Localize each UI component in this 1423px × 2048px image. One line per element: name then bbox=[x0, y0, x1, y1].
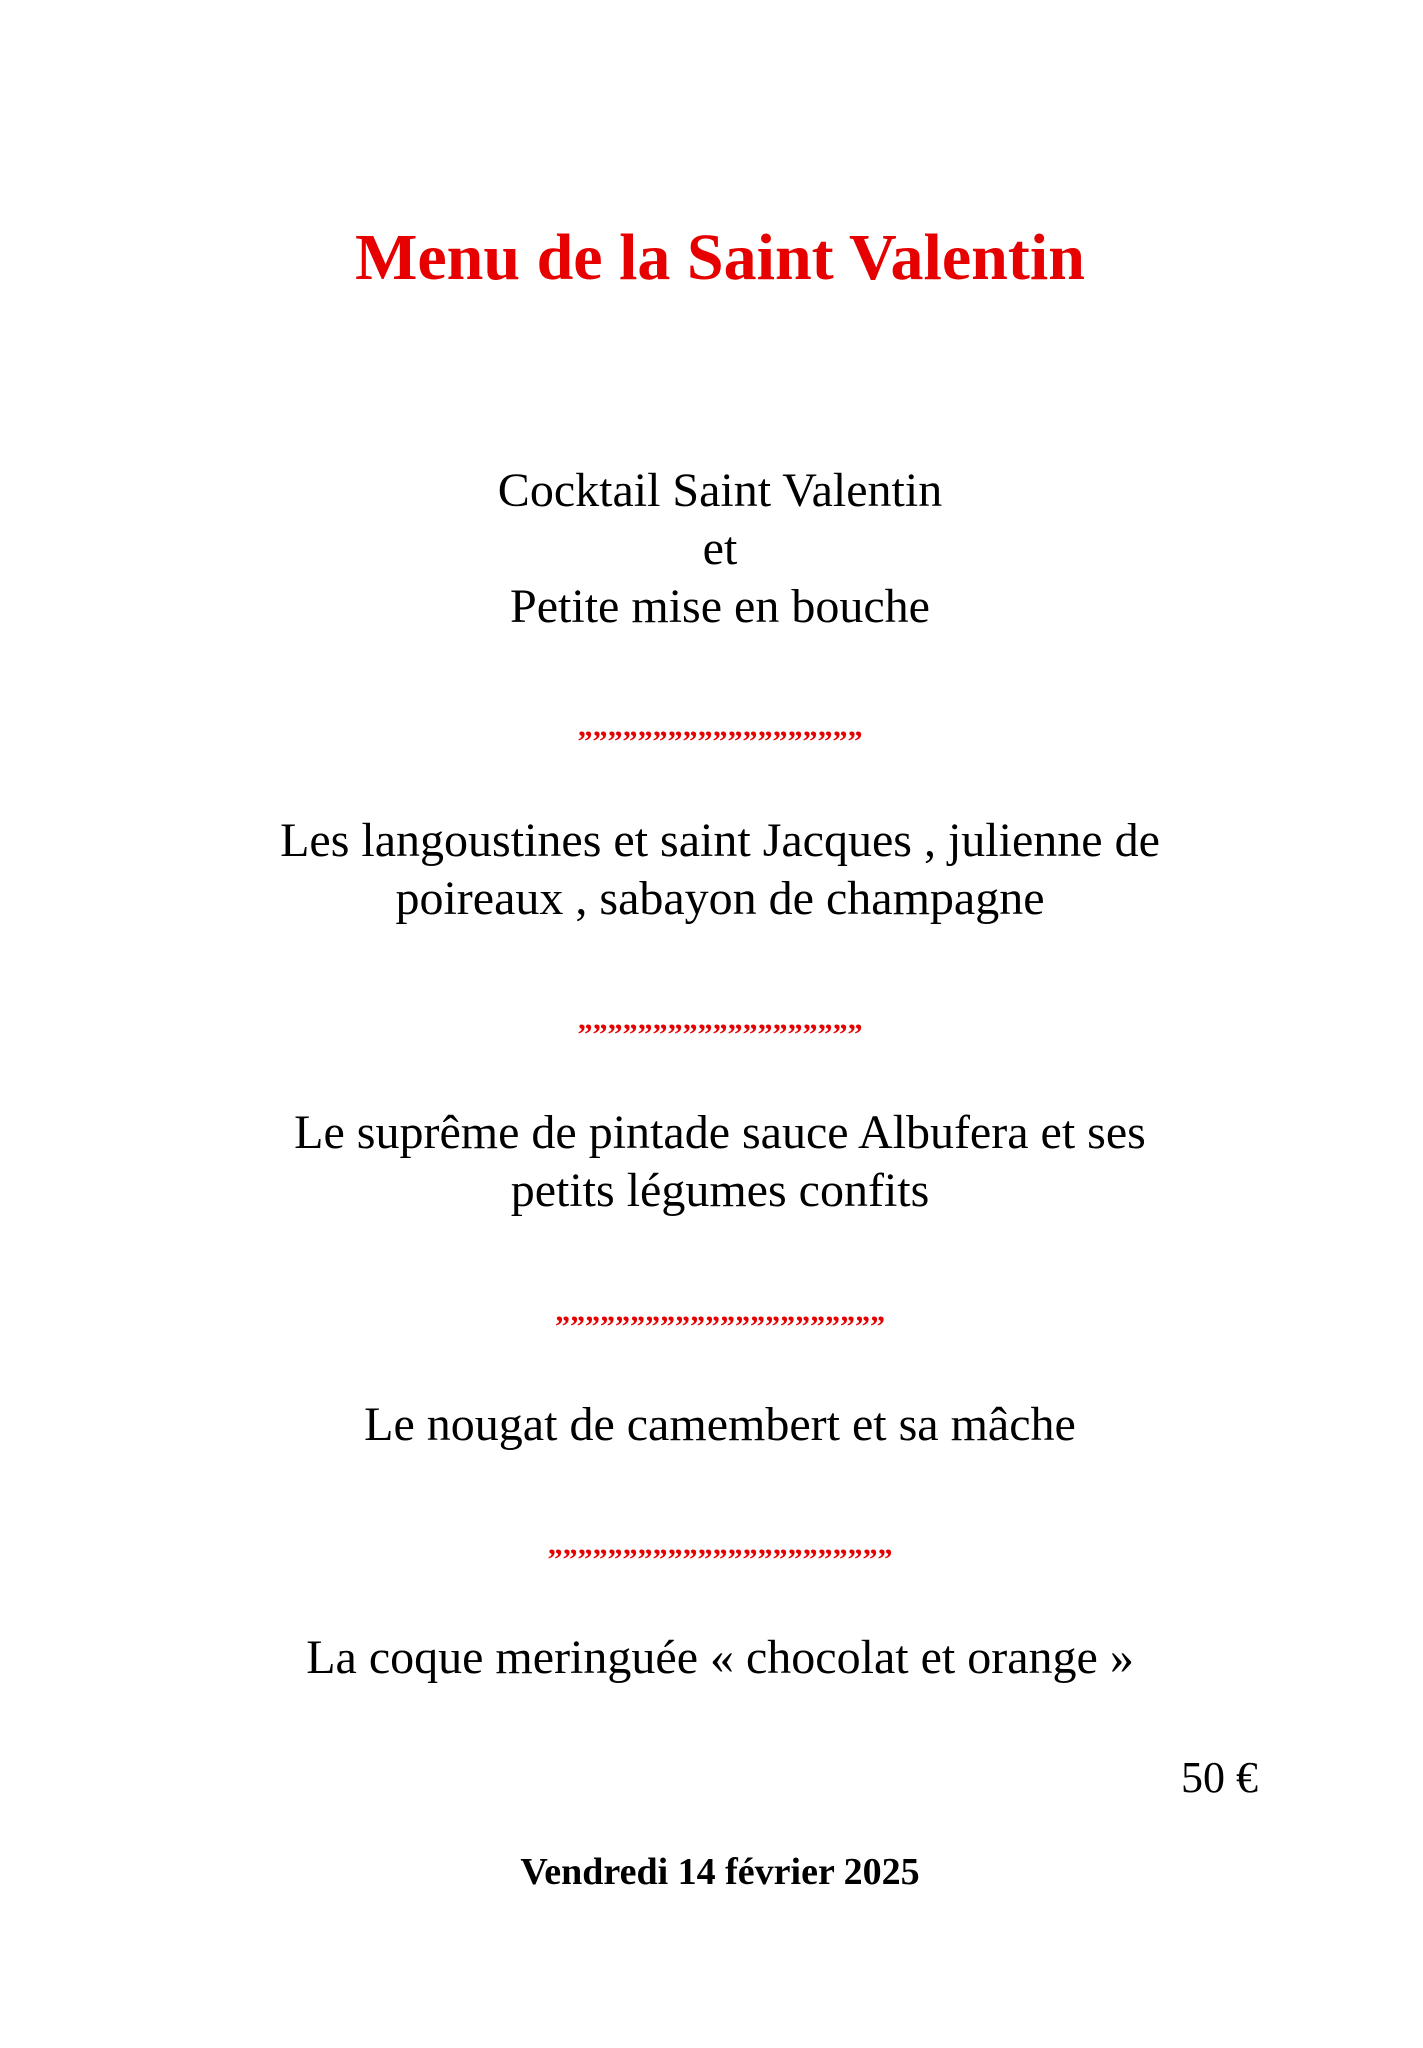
course-main bbox=[0, 1104, 1423, 1220]
course-line: Le nougat de camembert et sa mâche bbox=[364, 1398, 1076, 1451]
separator-quotes: ””””””””””””””””””” bbox=[577, 1018, 863, 1051]
course-line: La coque meringuée « chocolat et orange » bbox=[306, 1631, 1134, 1684]
course-line: et bbox=[702, 522, 738, 575]
course-cheese bbox=[0, 1396, 1423, 1454]
course-starter bbox=[0, 812, 1423, 928]
menu-price: 50 € bbox=[1181, 1753, 1258, 1802]
separator-quotes: ””””””””””””””””””””””” bbox=[547, 1543, 893, 1576]
course-dessert bbox=[0, 1629, 1423, 1687]
event-date: Vendredi 14 février 2025 bbox=[520, 1851, 920, 1893]
course-line: Les langoustines et saint Jacques , julienne de bbox=[280, 814, 1160, 867]
course-line: poireaux , sabayon de champagne bbox=[395, 872, 1045, 925]
course-line: Petite mise en bouche bbox=[510, 580, 930, 633]
course-aperitif bbox=[0, 462, 1423, 636]
course-line: Cocktail Saint Valentin bbox=[497, 464, 943, 517]
course-line: Le suprême de pintade sauce Albufera et ses bbox=[294, 1106, 1146, 1159]
menu-title: Menu de la Saint Valentin bbox=[355, 221, 1085, 294]
separator-quotes: ”””””””””””””””””””””” bbox=[555, 1310, 885, 1343]
separator-quotes: ””””””””””””””””””” bbox=[577, 725, 863, 758]
course-line: petits légumes confits bbox=[510, 1164, 930, 1217]
